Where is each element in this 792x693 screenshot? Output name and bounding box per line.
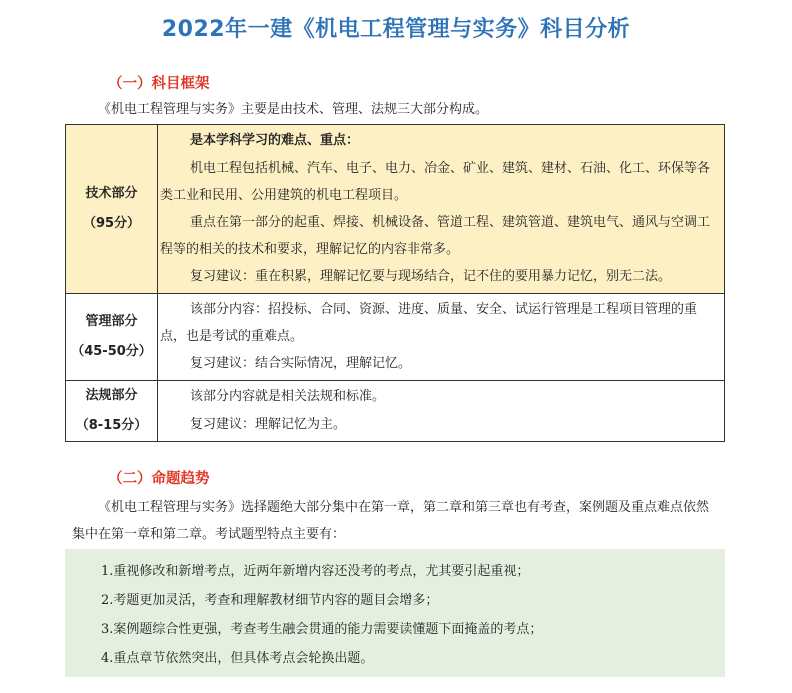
- row-label-technology: [66, 125, 158, 294]
- row-score: （45-50分）: [71, 344, 152, 359]
- row-name: 法规部分: [85, 388, 138, 403]
- trends-intro: 《机电工程管理与实务》选择题绝大部分集中在第一章，第二章和第三章也有考查，案例题及重点难点依然集中在第一章和第二章。考试题型特点主要有：: [72, 500, 710, 542]
- row-label-management: [66, 294, 158, 381]
- trend-item: 3.案例题综合性更强，考查考生融会贯通的能力需要读懂题下面掩盖的考点；: [101, 622, 543, 637]
- framework-intro: 《机电工程管理与实务》主要是由技术、管理、法规三大部分构成。: [98, 102, 489, 117]
- section-heading-trends: （二）命题趋势: [108, 471, 210, 487]
- subject-framework-table: [65, 124, 725, 442]
- section-heading-framework: （一）科目框架: [108, 76, 210, 92]
- content-line: 该部分内容：招投标、合同、资源、进度、质量、安全、试运行管理是工程项目管理的重点，也是考试的重难点。: [160, 302, 698, 344]
- row-content-regulation: [158, 381, 725, 442]
- trend-list-box: [65, 549, 725, 677]
- content-line: 复习建议：重在积累，理解记忆要与现场结合，记不住的要用暴力记忆，别无二法。: [190, 269, 672, 284]
- row-label-regulation: [66, 381, 158, 442]
- row-score: （8-15分）: [75, 418, 148, 433]
- content-line: 复习建议：结合实际情况，理解记忆。: [190, 356, 412, 371]
- row-name: 技术部分: [85, 186, 138, 201]
- trend-item: 1.重视修改和新增考点，近两年新增内容还没考的考点，尤其要引起重视；: [101, 564, 530, 579]
- content-line: 是本学科学习的难点、重点：: [190, 133, 360, 148]
- table-row-technology: [66, 125, 725, 294]
- row-content-management: [158, 294, 725, 381]
- trend-item: 4.重点章节依然突出，但具体考点会轮换出题。: [101, 651, 374, 666]
- row-content-technology: [158, 125, 725, 294]
- table-row-management: [66, 294, 725, 381]
- row-score: （95分）: [82, 216, 141, 231]
- content-line: 机电工程包括机械、汽车、电子、电力、冶金、矿业、建筑、建材、石油、化工、环保等各类工业和民用、公用建筑的机电工程项目。: [160, 161, 711, 203]
- table-row-regulation: [66, 381, 725, 442]
- page-title: 2022年一建《机电工程管理与实务》科目分析: [161, 17, 631, 42]
- content-line: 重点在第一部分的起重、焊接、机械设备、管道工程、建筑管道、建筑电气、通风与空调工程等的相关的技术和要求，理解记忆的内容非常多。: [160, 215, 711, 257]
- content-line: 复习建议：理解记忆为主。: [190, 417, 347, 432]
- trend-item: 2.考题更加灵活，考查和理解教材细节内容的题目会增多；: [101, 593, 439, 608]
- row-name: 管理部分: [85, 314, 138, 329]
- content-line: 该部分内容就是相关法规和标准。: [190, 389, 386, 404]
